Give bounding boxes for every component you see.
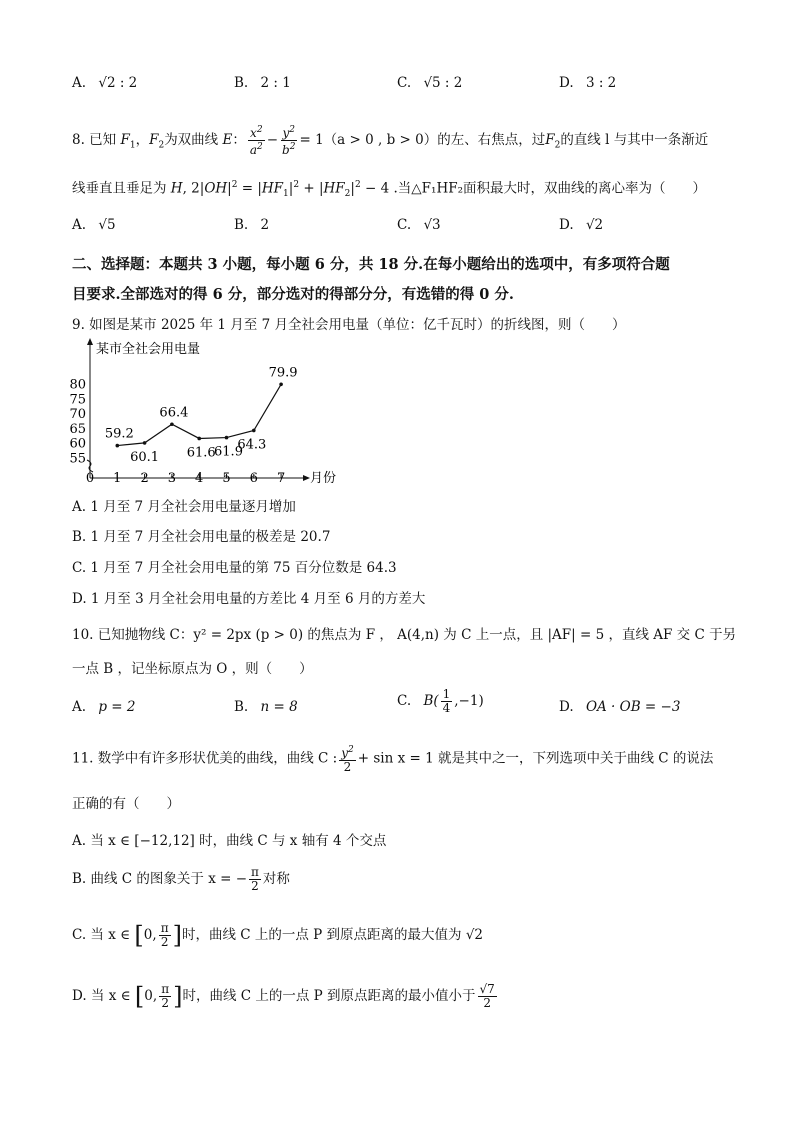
q8-option-c	[397, 216, 441, 234]
data-point	[197, 437, 201, 441]
data-labels	[105, 365, 298, 465]
option-value: p = 2	[98, 699, 136, 715]
option-value: n = 8	[260, 699, 298, 715]
line-chart	[69, 336, 372, 488]
q8-line1: 8. 已知 $F_1$，$F_2$为双曲线 E： $\frac{x^2}{a^2}$ − $\frac{y^2}{b^2}$ = 1（a > 0 , b > 0）的左、右焦点，过$F_2$的直线 l 与其中一条渐近	[72, 125, 709, 157]
q10-line2: 一点 B ，记坐标原点为 O ，则（ ）	[72, 661, 313, 677]
option-value: 2 : 1	[260, 75, 291, 91]
fraction	[478, 983, 497, 1010]
fraction: $\frac{y^2}{2}$	[341, 745, 354, 774]
fraction	[159, 922, 171, 949]
option-value: √5	[98, 217, 116, 233]
text: C. 当 x ∈	[72, 927, 131, 943]
data-label: 64.3	[237, 437, 267, 453]
q8-line2: 线垂直且垂足为 H, $2|OH|^2 = |HF_1|^2 + |HF_2|^2 - 4$ .当△F₁HF₂面积最大时，双曲线的离心率为（ ）	[72, 180, 706, 200]
q10-option-b	[234, 698, 298, 716]
option-label: A.	[72, 217, 87, 233]
option-value: 3 : 2	[585, 75, 617, 91]
text: 8. 已知	[72, 132, 117, 148]
numerator: 1	[442, 687, 451, 701]
option-label: D.	[559, 699, 574, 715]
series-line	[117, 384, 281, 445]
denominator: 2	[483, 996, 491, 1010]
text: 当△F₁HF₂面积最大时，双曲线的离心率为（ ）	[397, 180, 706, 197]
q10-line1: 10. 已知抛物线 C：y² = 2px (p > 0) 的焦点为 F ， A(4,n) 为 C 上一点，且 |AF| = 5 ，直线 AF 交 C 于另	[72, 627, 737, 643]
data-point	[252, 429, 256, 433]
option-label: A.	[72, 699, 87, 715]
q11-option-c: C. 当 x ∈ [0, $\frac{\pi}{2}$ ]时，曲线 C 上的一点 P 到原点距离的最大值为 √2	[72, 921, 484, 950]
q8-option-d	[559, 216, 603, 234]
q10-option-a	[72, 698, 135, 716]
data-label: 79.9	[268, 365, 298, 381]
text: （a > 0 , b > 0）的左、右焦点，过	[323, 132, 546, 148]
numerator: π	[160, 921, 169, 935]
x-tick-label: 5	[222, 471, 231, 486]
q10-option-c	[397, 688, 484, 715]
q11-line1	[72, 744, 713, 774]
fraction: $\frac{x^2}{a^2}$	[249, 125, 263, 157]
fraction	[441, 688, 453, 715]
data-label: 60.1	[130, 449, 160, 465]
q11-option-a: A. 当 x ∈ [−12,12] 时，曲线 C 与 x 轴有 4 个交点	[72, 833, 387, 849]
text: 0,	[144, 988, 158, 1004]
option-label: A.	[72, 75, 87, 91]
denominator: 2	[160, 935, 169, 949]
section-heading-line2: 目要求.全部选对的得 6 分，部分选对的得部分分，有选错的得 0 分.	[72, 286, 514, 303]
numerator: π	[161, 982, 170, 996]
q9-option-c: C. 1 月至 7 月全社会用电量的第 75 百分位数是 64.3	[72, 560, 397, 576]
data-point	[279, 382, 283, 386]
data-point	[143, 441, 147, 445]
data-label: 59.2	[104, 426, 134, 442]
text: 时，曲线 C 上的一点 P 到原点距离的最小值小于	[182, 988, 476, 1004]
data-label: 61.9	[214, 444, 243, 460]
fraction	[249, 866, 261, 893]
x-axis-arrow	[303, 475, 310, 481]
x-axis-label: 月份	[310, 471, 337, 486]
y-tick-label: 55	[69, 451, 86, 467]
x-tick-label: 4	[195, 471, 204, 486]
x-tick-label: 6	[249, 471, 258, 486]
option-value: √2	[585, 217, 604, 233]
section-heading-line1: 二、选择题：本题共 3 小题，每小题 6 分，共 18 分.在每小题给出的选项中，有多项符合题	[72, 256, 670, 273]
y-ticks	[69, 378, 86, 467]
denominator: 2	[161, 996, 169, 1010]
option-value: 2	[260, 217, 270, 233]
text: 的直线 l 与其中一条渐近	[560, 132, 709, 148]
q11-option-d: D. 当 x ∈ [0, $\frac{\pi}{2}$ ]时，曲线 C 上的一点 P 到原点距离的最小值小于 $\frac{√7}{2}$	[72, 982, 495, 1011]
x-tick-label: 3	[167, 471, 177, 486]
q9-stem: 9. 如图是某市 2025 年 1 月至 7 月全社会用电量（单位：亿千瓦时）的折线图，则（ ）	[72, 317, 626, 333]
x-tick-label: 2	[140, 471, 149, 486]
q7-option-b	[234, 74, 291, 92]
q9-option-a: A. 1 月至 7 月全社会用电量逐月增加	[72, 499, 296, 515]
text: 11. 数学中有许多形状优美的曲线，曲线 C :	[72, 750, 338, 767]
q7-option-d	[559, 74, 616, 92]
numerator: π	[251, 865, 259, 879]
text: 0,	[143, 927, 157, 943]
text: + sin x = 1 就是其中之一，下列选项中关于曲线 C 的说法	[357, 750, 714, 767]
q7-option-a	[72, 74, 137, 92]
data-point	[170, 422, 174, 426]
option-value: OA · OB = −3	[585, 699, 681, 715]
data-point	[116, 444, 120, 448]
text: 为双曲线	[164, 132, 219, 148]
text: 时，曲线 C 上的一点 P 到原点距离的最大值为 √2	[181, 927, 484, 943]
option-value: ,−1)	[454, 693, 484, 709]
text: 对称	[262, 871, 290, 887]
q8-option-b	[234, 216, 269, 234]
y-tick-label: 75	[69, 392, 86, 408]
option-value: √3	[423, 217, 441, 233]
fraction: $\frac{y^2}{b^2}$	[282, 125, 296, 157]
q7-option-c	[397, 74, 462, 92]
option-label: B.	[234, 75, 249, 91]
option-label: C.	[397, 217, 412, 233]
denominator: 2	[251, 879, 259, 893]
numerator: √7	[479, 982, 495, 996]
q11-line2: 正确的有（ ）	[72, 796, 180, 812]
text: 线垂直且垂足为	[72, 180, 167, 197]
option-value: B(	[423, 693, 439, 709]
x-tick-label: 7	[276, 471, 286, 486]
text: D. 当 x ∈	[72, 988, 131, 1004]
option-label: D.	[559, 75, 574, 91]
y-tick-label: 70	[69, 407, 86, 423]
y-axis-arrow	[87, 338, 93, 345]
q9-option-b: B. 1 月至 7 月全社会用电量的极差是 20.7	[72, 529, 331, 545]
data-label: 66.4	[159, 405, 189, 421]
option-label: B.	[234, 699, 249, 715]
option-value: √5 : 2	[423, 75, 463, 91]
x-tick-label: 1	[113, 471, 122, 486]
option-label: C.	[397, 75, 412, 91]
q9-option-d: D. 1 月至 3 月全社会用电量的方差比 4 月至 6 月的方差大	[72, 591, 426, 607]
y-tick-label: 60	[69, 436, 86, 452]
text: B. 曲线 C 的图象关于 x = −	[72, 871, 248, 887]
option-label: C.	[397, 693, 412, 709]
data-label: 61.6	[186, 445, 216, 461]
option-label: B.	[234, 217, 249, 233]
y-tick-label: 65	[69, 421, 86, 437]
data-point	[225, 436, 229, 440]
q8-option-a	[72, 216, 116, 234]
chart-title: 某市全社会用电量	[96, 342, 201, 357]
option-value: √2 : 2	[98, 75, 138, 91]
q11-option-b	[72, 866, 290, 893]
fraction	[159, 983, 171, 1010]
denominator: 4	[442, 701, 451, 715]
q10-option-d	[559, 698, 680, 716]
option-label: D.	[559, 217, 574, 233]
x-tick-label: 0	[85, 471, 95, 486]
y-tick-label: 80	[69, 377, 86, 393]
